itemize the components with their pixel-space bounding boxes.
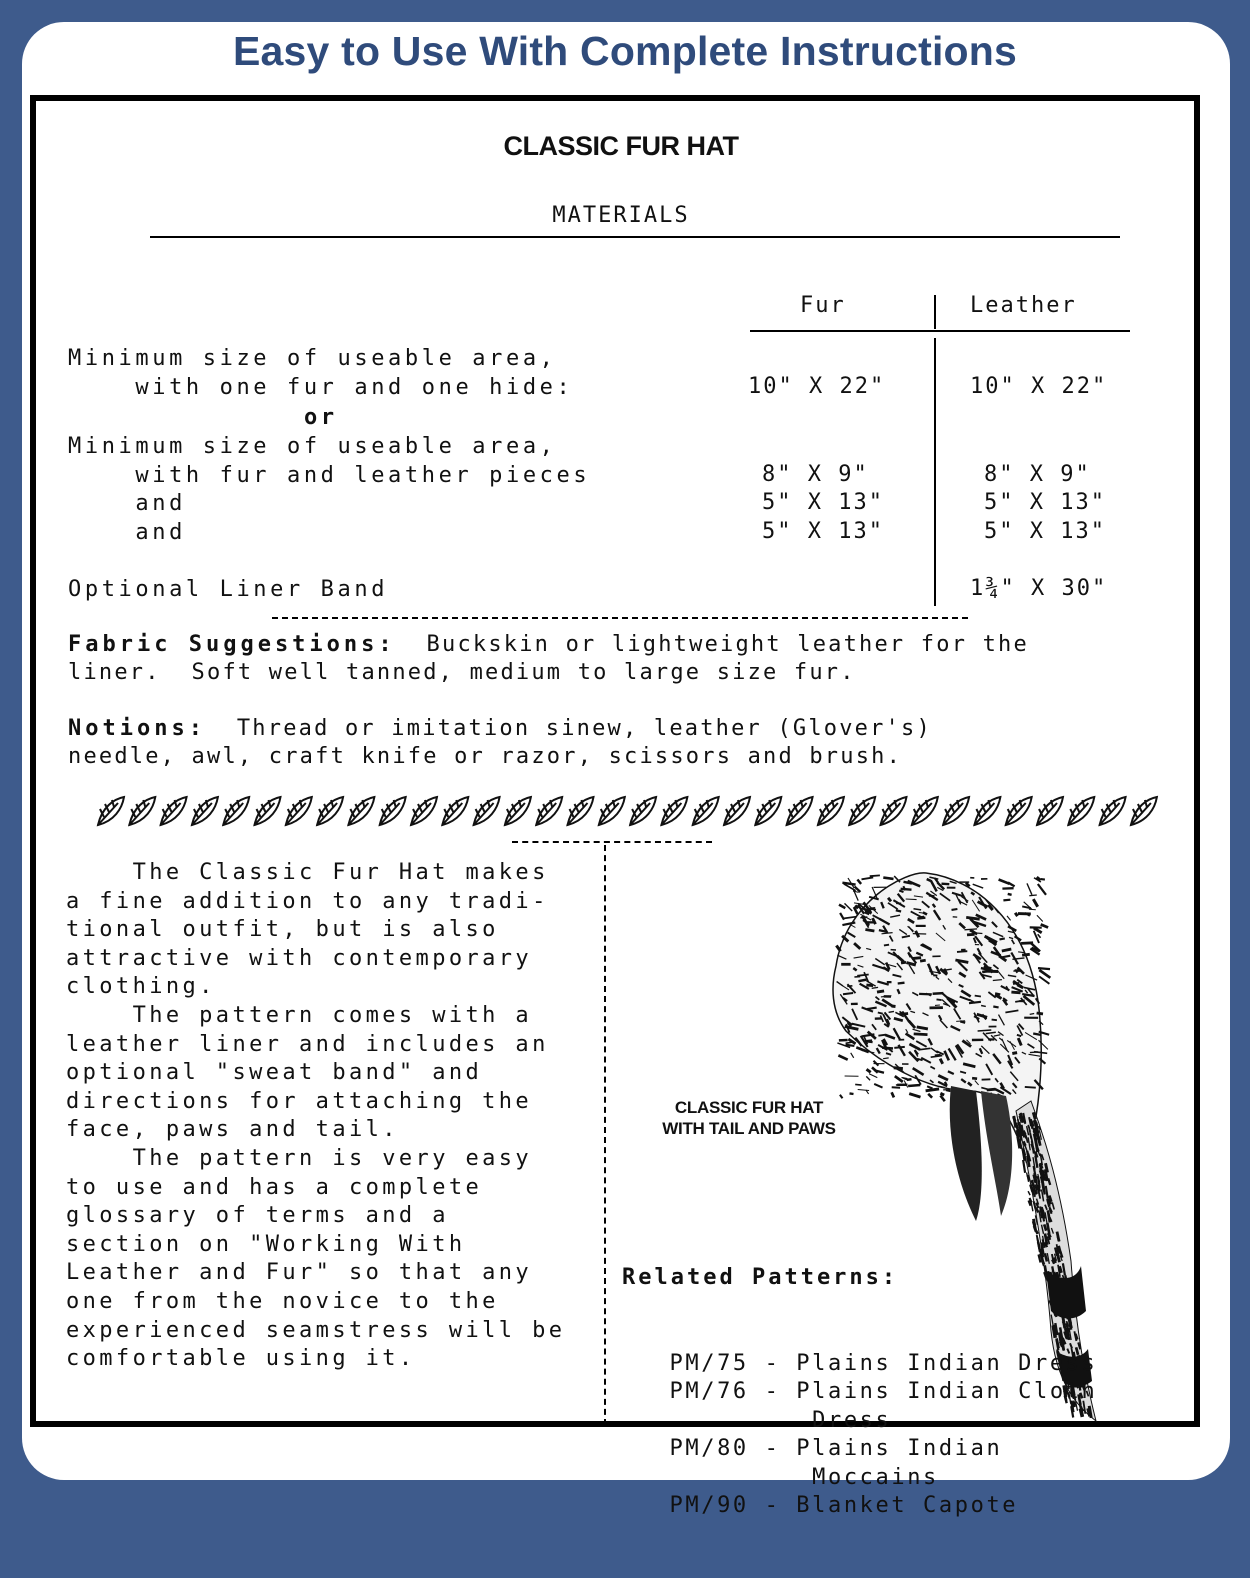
description-line: comfortable using it.: [66, 1345, 565, 1374]
fabric-suggestions: [68, 631, 1029, 687]
caption-line2: WITH TAIL AND PAWS: [662, 1119, 835, 1138]
table-row-label: with fur and leather pieces: [68, 462, 590, 491]
center-dash-rule: [512, 841, 712, 843]
description-line: Leather and Fur" so that any: [66, 1259, 565, 1288]
materials-heading: MATERIALS: [36, 203, 1206, 228]
table-row-label: Minimum size of useable area,: [68, 433, 557, 462]
notions-label: Notions:: [68, 716, 206, 741]
description-line: The pattern comes with a: [66, 1002, 565, 1031]
table-row-label: or: [304, 404, 338, 433]
table-row-leather-value: 5" X 13": [984, 490, 1106, 515]
instruction-frame: [30, 95, 1200, 1427]
table-row-leather-value: 1¾" X 30": [970, 576, 1107, 601]
fabric-line2: liner. Soft well tanned, medium to large size fur.: [68, 660, 856, 685]
table-row-leather-value: 8" X 9": [984, 462, 1091, 487]
fabric-label: Fabric Suggestions:: [68, 632, 396, 657]
description-line: attractive with contemporary: [66, 945, 565, 974]
description-line: directions for attaching the: [66, 1088, 565, 1117]
notions-line2: needle, awl, craft knife or razor, scissors and brush.: [68, 744, 902, 769]
table-row-label: and: [68, 519, 186, 548]
header-rule: [750, 330, 1130, 332]
description-line: face, paws and tail.: [66, 1116, 565, 1145]
related-heading: Related Patterns:: [622, 1264, 1097, 1293]
column-dash-divider: [604, 845, 606, 1425]
related-list: [622, 1350, 1097, 1521]
table-row-label: Optional Liner Band: [68, 576, 388, 605]
table-row-label: and: [68, 490, 186, 519]
notions-line1: Thread or imitation sinew, leather (Glover's): [206, 716, 932, 741]
description-line: glossary of terms and a: [66, 1202, 565, 1231]
table-row-label: Minimum size of useable area,: [68, 345, 557, 374]
description-text: [66, 859, 565, 1374]
image-caption: [644, 1097, 854, 1139]
leaf-border-ornament: [94, 791, 1159, 833]
related-pattern-line: Moccains: [622, 1464, 1097, 1493]
description-line: optional "sweat band" and: [66, 1059, 565, 1088]
related-pattern-line: Dress: [622, 1407, 1097, 1436]
pattern-title: CLASSIC FUR HAT: [36, 131, 1206, 162]
related-pattern-line: PM/90 - Blanket Capote: [622, 1492, 1097, 1521]
caption-line1: CLASSIC FUR HAT: [675, 1098, 823, 1117]
table-row-leather-value: 10" X 22": [970, 374, 1107, 399]
table-row-label: with one fur and one hide:: [68, 374, 573, 403]
description-line: a fine addition to any tradi-: [66, 888, 565, 917]
section-dash-rule: [272, 617, 968, 619]
description-line: The pattern is very easy: [66, 1145, 565, 1174]
description-line: to use and has a complete: [66, 1174, 565, 1203]
materials-rule: [150, 236, 1120, 238]
headline: Easy to Use With Complete Instructions: [0, 28, 1250, 75]
related-pattern-line: PM/76 - Plains Indian Cloth: [622, 1378, 1097, 1407]
description-line: section on "Working With: [66, 1231, 565, 1260]
header-divider: [934, 295, 936, 329]
description-line: tional outfit, but is also: [66, 916, 565, 945]
table-row-fur-value: 5" X 13": [762, 490, 884, 515]
column-divider: [934, 338, 936, 606]
fur-column-header: Fur: [800, 293, 846, 318]
related-patterns: [622, 1207, 1097, 1578]
description-line: one from the novice to the: [66, 1288, 565, 1317]
description-line: clothing.: [66, 973, 565, 1002]
related-pattern-line: PM/75 - Plains Indian Dress: [622, 1350, 1097, 1379]
notions: [68, 715, 932, 771]
related-pattern-line: PM/80 - Plains Indian: [622, 1435, 1097, 1464]
description-line: leather liner and includes an: [66, 1031, 565, 1060]
description-line: experienced seamstress will be: [66, 1317, 565, 1346]
fabric-line1: Buckskin or lightweight leather for the: [396, 632, 1029, 657]
description-line: The Classic Fur Hat makes: [66, 859, 565, 888]
table-row-fur-value: 10" X 22": [748, 374, 885, 399]
leather-column-header: Leather: [970, 293, 1077, 318]
table-row-fur-value: 5" X 13": [762, 519, 884, 544]
table-row-leather-value: 5" X 13": [984, 519, 1106, 544]
table-row-fur-value: 8" X 9": [762, 462, 869, 487]
